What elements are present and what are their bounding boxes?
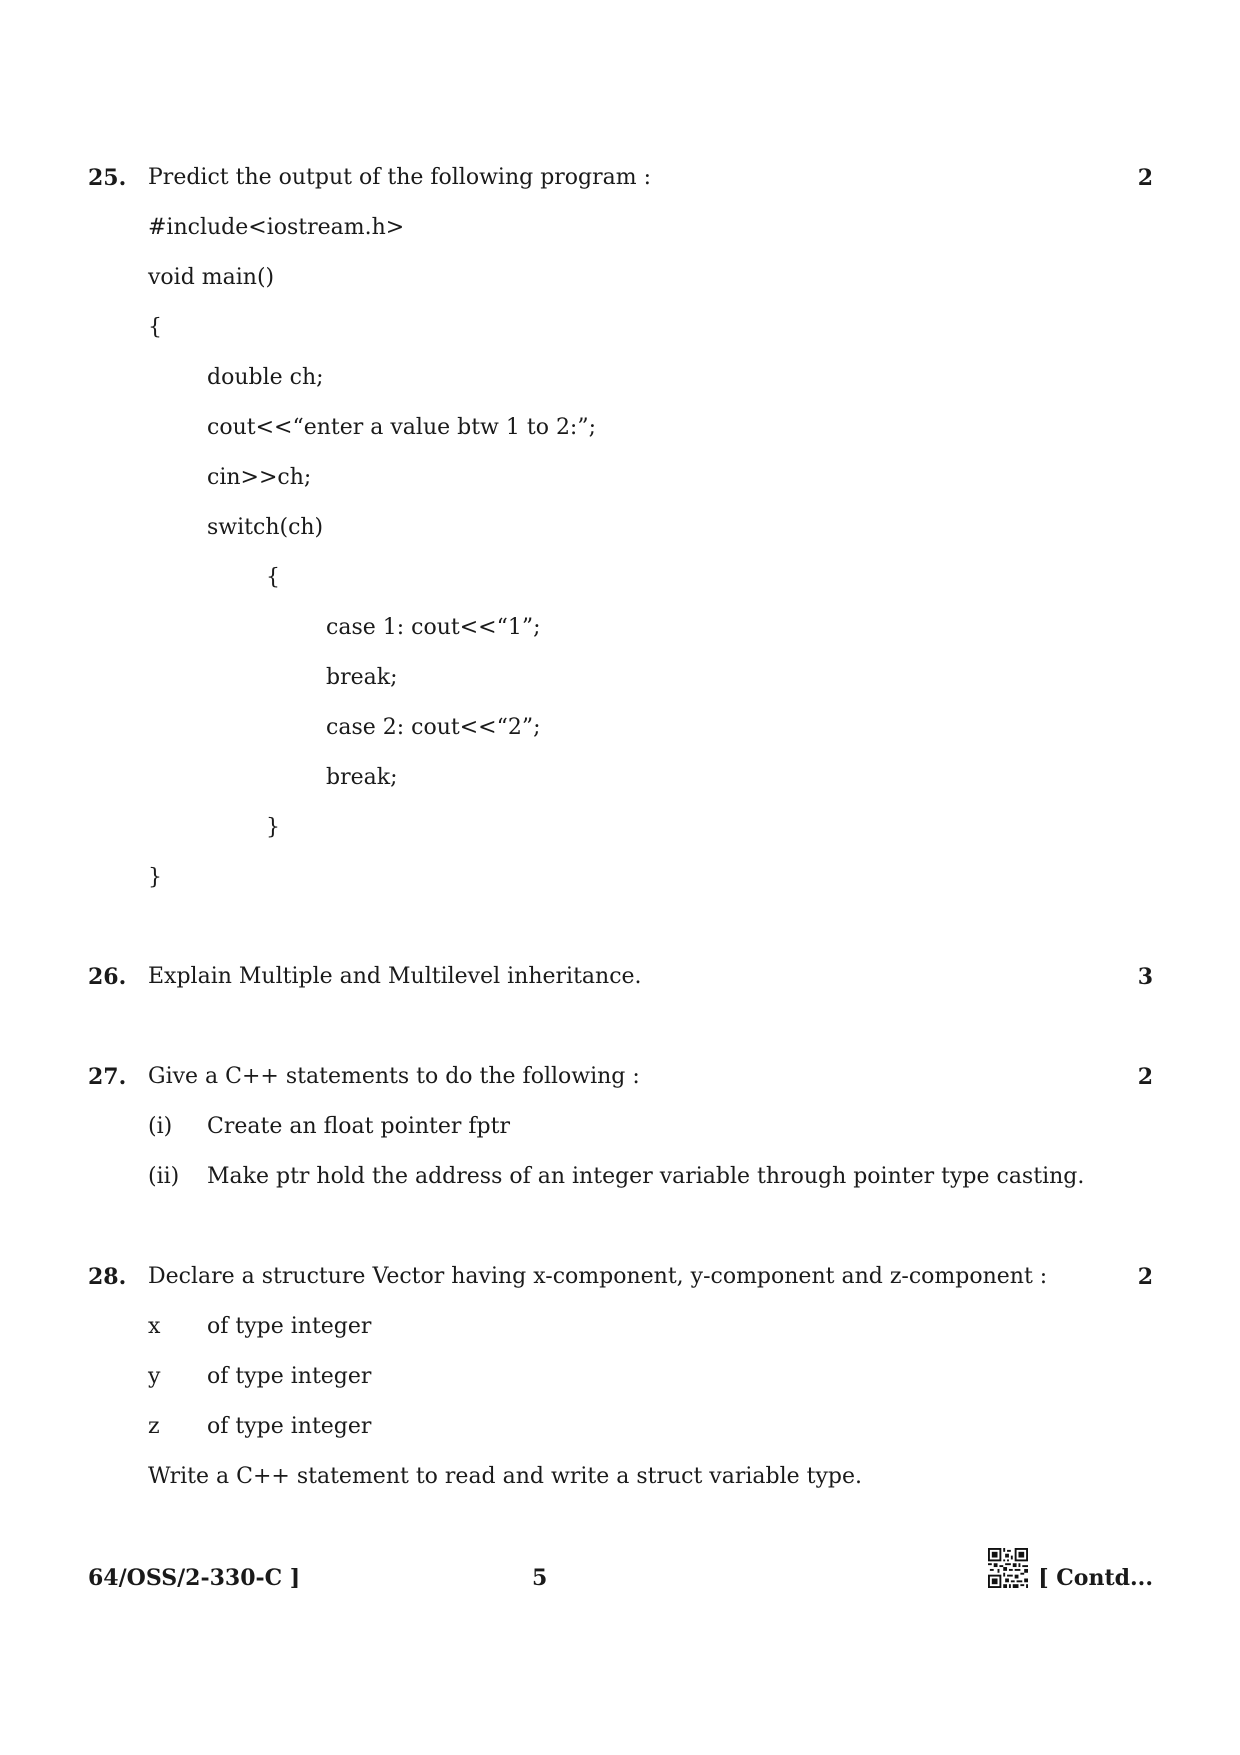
question-text: Declare a structure Vector having x-component, y-component and z-component : — [148, 1264, 1048, 1289]
code-line: case 1: cout<<“1”; — [326, 615, 541, 640]
question-text: Give a C++ statements to do the following : — [148, 1064, 640, 1089]
code-line: case 2: cout<<“2”; — [326, 715, 541, 740]
part-text: of type integer — [207, 1314, 372, 1339]
part-text: Create an float pointer fptr — [207, 1114, 510, 1139]
part-text: of type integer — [207, 1414, 372, 1439]
continued-label: [ Contd... — [1038, 1565, 1153, 1591]
question-text: Predict the output of the following program : — [148, 165, 652, 190]
code-line: void main() — [148, 265, 275, 290]
question-number: 26. — [88, 964, 127, 990]
code-line: break; — [326, 665, 398, 690]
code-line: break; — [326, 765, 398, 790]
code-line: } — [266, 815, 280, 840]
question-marks: 3 — [1137, 964, 1153, 990]
question-text: Explain Multiple and Multilevel inheritance. — [148, 964, 642, 989]
code-line: { — [148, 315, 162, 340]
qr-code-icon — [988, 1548, 1028, 1588]
code-line: double ch; — [207, 365, 324, 390]
question-number: 28. — [88, 1264, 127, 1290]
question-marks: 2 — [1137, 1064, 1153, 1090]
code-line: switch(ch) — [207, 515, 324, 540]
question-number: 25. — [88, 165, 127, 191]
question-marks: 2 — [1137, 1264, 1153, 1290]
part-label: x — [148, 1314, 161, 1339]
part-text: Make ptr hold the address of an integer variable through pointer type casting. — [207, 1164, 1085, 1189]
part-label: (ii) — [148, 1164, 180, 1189]
page-number: 5 — [532, 1565, 548, 1591]
code-line: cout<<“enter a value btw 1 to 2:”; — [207, 415, 597, 440]
part-label: y — [148, 1364, 161, 1389]
paper-code: 64/OSS/2-330-C ] — [88, 1565, 301, 1591]
question-marks: 2 — [1137, 165, 1153, 191]
part-text: of type integer — [207, 1364, 372, 1389]
question-closing: Write a C++ statement to read and write a struct variable type. — [148, 1464, 863, 1489]
code-line: #include<iostream.h> — [148, 215, 405, 240]
part-label: (i) — [148, 1114, 173, 1139]
part-label: z — [148, 1414, 160, 1439]
question-number: 27. — [88, 1064, 127, 1090]
code-line: } — [148, 865, 162, 890]
code-line: cin>>ch; — [207, 465, 312, 490]
code-line: { — [266, 565, 280, 590]
